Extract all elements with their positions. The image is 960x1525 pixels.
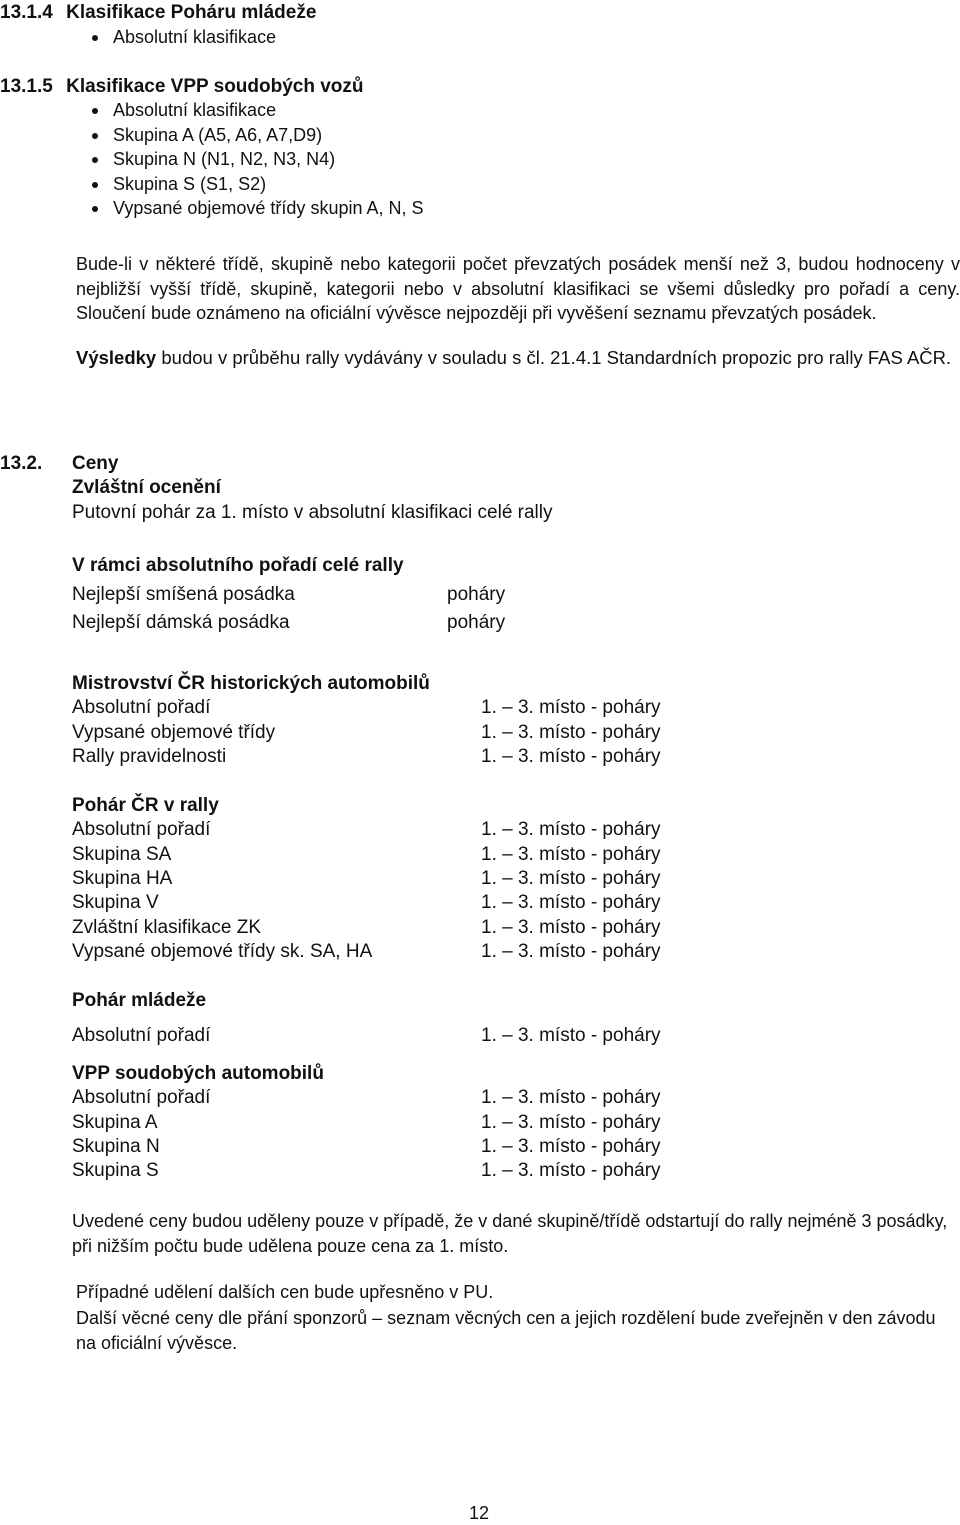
row-label: Nejlepší smíšená posádka [72,584,295,605]
bullet-text: Skupina A (A5, A6, A7,D9) [113,125,323,145]
award-row-value: 1. – 3. místo - poháry [481,1160,661,1182]
section-13-2-title: Ceny [72,453,119,474]
section-13-2-number: 13.2. [0,453,43,474]
award-row-label: Zvláštní klasifikace ZK [72,916,261,938]
award-row-value: 1. – 3. místo - poháry [481,745,661,767]
award-row-label: Skupina S [72,1160,159,1182]
award-row-label: Absolutní pořadí [72,697,211,719]
section-number: 13.1.5 [0,76,53,97]
award-row-value: 1. – 3. místo - poháry [481,819,661,841]
award-row-label: Rally pravidelnosti [72,745,227,767]
award-row-label: Skupina V [72,892,159,914]
results-paragraph [76,346,960,371]
results-bold: Výsledky [76,347,157,368]
page-number: 12 [469,1503,490,1523]
award-row-label: Skupina SA [72,843,172,865]
section-number: 13.1.4 [0,2,53,23]
award-row-value: 1. – 3. místo - poháry [481,1025,661,1047]
bullet-icon [92,133,98,139]
award-row-label: Absolutní pořadí [72,819,211,841]
award-row-value: 1. – 3. místo - poháry [481,1135,661,1157]
award-group-heading: VPP soudobých automobilů [72,1063,324,1084]
award-row-label: Skupina N [72,1135,160,1157]
special-awards-text: Putovní pohár za 1. místo v absolutní klasifikaci celé rally [72,502,553,523]
section-13-1-5-heading [0,76,364,98]
bullet-text: Vypsané objemové třídy skupin A, N, S [113,198,424,218]
bullet-text: Absolutní klasifikace [113,27,277,47]
row-value: poháry [447,612,506,633]
bullet-icon [92,182,98,188]
row-value: poháry [447,584,506,605]
section-title: Klasifikace VPP soudobých vozů [66,76,364,97]
note-2-line-2: Další věcné ceny dle přání sponzorů – seznam věcných cen a jejich rozdělení bude zveřejněn v den závodu na oficiální vývěsce. [76,1308,936,1353]
award-row-value: 1. – 3. místo - poháry [481,916,661,938]
award-group-heading: Pohár mládeže [72,990,207,1011]
award-row-value: 1. – 3. místo - poháry [481,721,661,743]
merge-paragraph: Bude-li v některé třídě, skupině nebo kategorii počet převzatých posádek menší než 3, budou hodnoceny v nejbližší vyšší třídě, skupině, kategorii nebo v absolutní klasifikaci se všemi důsledky pro pořadí a ceny. Sloučení bude oznámeno na oficiální vývěsce nejpozději při vyvěšení seznamu převzatých posádek. [76,254,960,323]
award-row-value: 1. – 3. místo - poháry [481,940,661,962]
results-text: budou v průběhu rally vydávány v souladu s čl. 21.4.1 Standardních propozic pro rally FAS AČR. [156,347,952,368]
section-13-1-4-heading [0,2,316,24]
award-group-heading: Mistrovství ČR historických automobilů [72,673,430,694]
award-row-value: 1. – 3. místo - poháry [481,867,661,889]
bullet-text: Skupina S (S1, S2) [113,174,267,194]
bullet-icon [92,35,98,41]
overall-heading: V rámci absolutního pořadí celé rally [72,555,404,576]
note-1: Uvedené ceny budou uděleny pouze v případě, že v dané skupině/třídě odstartují do rally nejméně 3 posádky, při nižším počtu bude udělena pouze cena za 1. místo. [72,1211,948,1256]
award-row-value: 1. – 3. místo - poháry [481,1087,661,1109]
bullet-text: Skupina N (N1, N2, N3, N4) [113,149,336,169]
award-row-value: 1. – 3. místo - poháry [481,697,661,719]
award-row-label: Vypsané objemové třídy [72,721,276,743]
award-row-label: Absolutní pořadí [72,1025,211,1047]
row-label: Nejlepší dámská posádka [72,612,290,633]
special-awards-heading: Zvláštní ocenění [72,477,221,498]
award-group-heading: Pohár ČR v rally [72,795,219,816]
award-row-label: Skupina A [72,1111,158,1133]
note-2-line-1: Případné udělení dalších cen bude upřesněno v PU. [76,1282,494,1302]
award-row-label: Skupina HA [72,867,173,889]
award-row-value: 1. – 3. místo - poháry [481,892,661,914]
award-row-value: 1. – 3. místo - poháry [481,843,661,865]
section-title: Klasifikace Poháru mládeže [66,2,317,23]
bullet-icon [92,157,98,163]
bullet-icon [92,206,98,212]
bullet-icon [92,108,98,114]
bullet-text: Absolutní klasifikace [113,100,277,120]
award-row-value: 1. – 3. místo - poháry [481,1111,661,1133]
award-row-label: Absolutní pořadí [72,1087,211,1109]
award-row-label: Vypsané objemové třídy sk. SA, HA [72,940,373,962]
